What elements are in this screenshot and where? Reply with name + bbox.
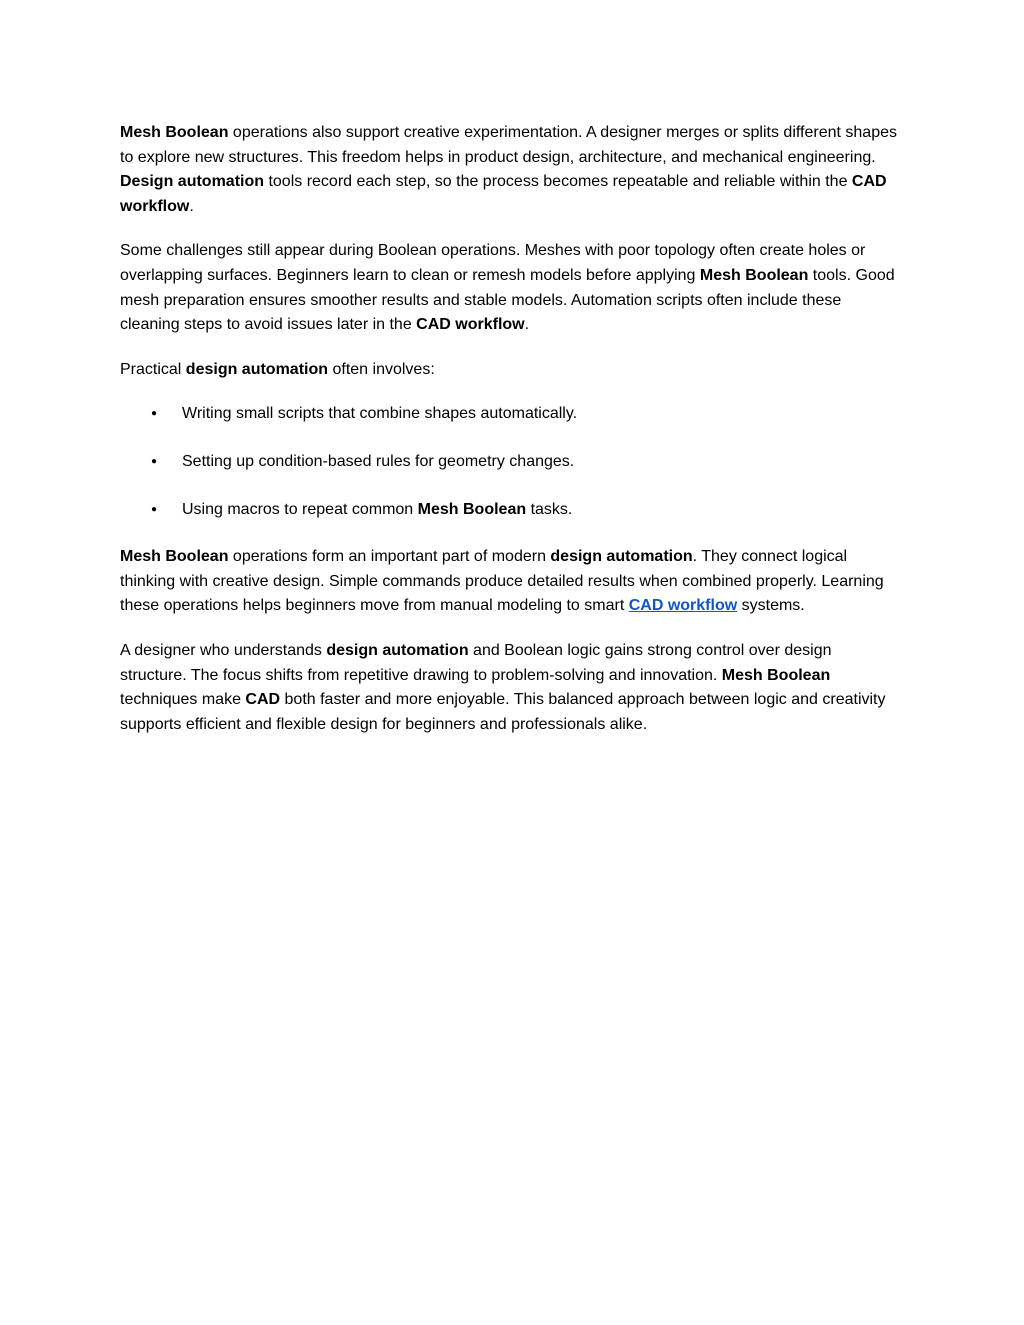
text-run: design automation <box>185 360 329 378</box>
text-run: Setting up condition-based rules for geometry changes. <box>182 452 575 470</box>
text-run: often involves: <box>328 360 435 378</box>
paragraph-boolean-challenges <box>120 239 900 337</box>
text-run: CAD workflow <box>120 173 887 215</box>
text-run: operations also support creative experimentation. A designer merges or splits different shapes to explore new structures. This freedom helps in product design, architecture, and mechanical engineering. <box>120 124 897 166</box>
text-run: Mesh Boolean <box>417 500 527 518</box>
cad-workflow-link[interactable]: CAD workflow <box>628 597 738 615</box>
text-run: Using macros to repeat common <box>182 500 418 518</box>
list-item-condition-rules <box>120 450 900 475</box>
text-run: design automation <box>550 548 693 566</box>
text-run: Writing small scripts that combine shapes automatically. <box>182 405 578 423</box>
text-run: Design automation <box>120 173 265 191</box>
text-run: Mesh Boolean <box>721 666 831 684</box>
text-run: tools. Good mesh preparation ensures smoother results and stable models. Automation scripts often include these cleaning steps to avoid issues later in the <box>120 266 895 334</box>
paragraph-practical-involves <box>120 358 900 383</box>
list-item-scripts <box>120 402 900 427</box>
text-run: Mesh Boolean <box>120 548 229 566</box>
text-run: Mesh Boolean <box>120 124 229 141</box>
text-run: A designer who understands <box>120 641 327 659</box>
text-run: techniques make <box>120 691 246 709</box>
text-run: tasks. <box>526 500 573 518</box>
text-run: design automation <box>326 641 469 659</box>
bullet-list <box>120 402 900 522</box>
text-run: tools record each step, so the process becomes repeatable and reliable within the <box>264 173 852 191</box>
text-run: . They connect logical thinking with creative design. Simple commands produce detailed results when combined properly. Learning these operations helps beginners move from manual modeling to smart <box>120 548 884 615</box>
text-run: operations form an important part of modern <box>228 548 551 566</box>
text-run: both faster and more enjoyable. This balanced approach between logic and creativity supports efficient and flexible design for beginners and professionals alike. <box>120 691 886 733</box>
paragraph-designer-control <box>120 639 900 737</box>
text-run: Mesh Boolean <box>699 266 809 284</box>
text-run: Practical <box>120 360 186 378</box>
text-run: systems. <box>737 597 805 615</box>
list-item-macros <box>120 498 900 523</box>
paragraph-creative-experimentation <box>120 121 900 219</box>
text-run: CAD workflow <box>416 316 525 334</box>
text-run: and Boolean logic gains strong control over design structure. The focus shifts from repetitive drawing to problem-solving and innovation. <box>120 641 832 684</box>
text-run: Some challenges still appear during Boolean operations. Meshes with poor topology often create holes or overlapping surfaces. Beginners learn to clean or remesh models before applying <box>120 242 866 284</box>
paragraph-modern-automation <box>120 545 900 619</box>
text-run: . <box>189 197 194 215</box>
text-run: CAD <box>245 691 281 709</box>
text-run: . <box>524 316 530 334</box>
